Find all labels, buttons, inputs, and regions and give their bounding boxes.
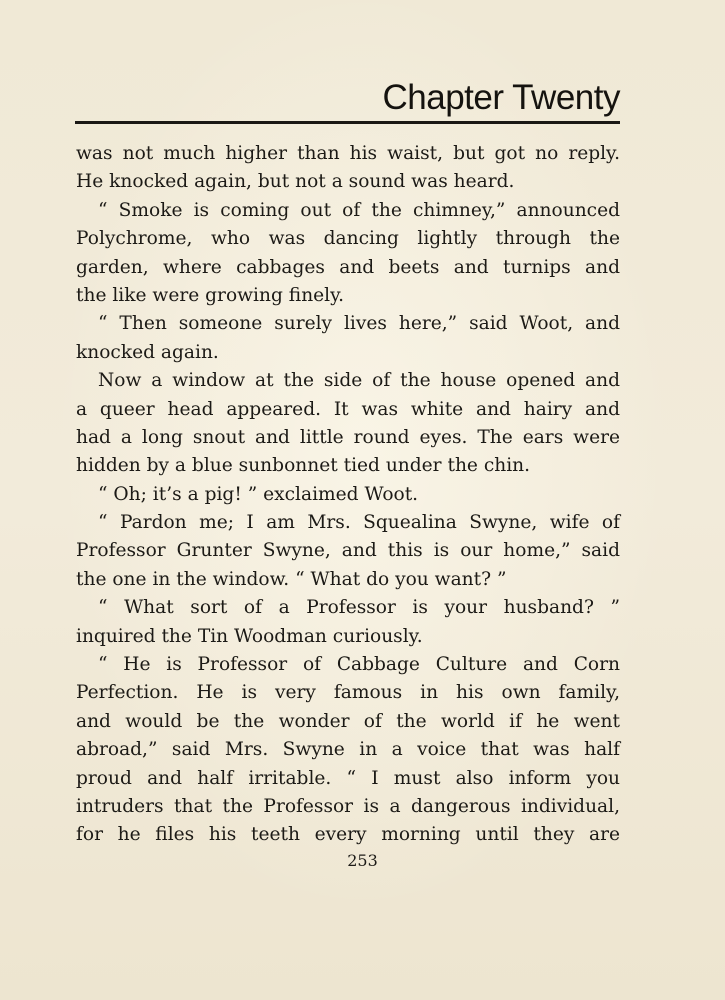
chapter-title: Chapter Twenty — [382, 78, 620, 117]
text-line: knocked again. — [76, 341, 219, 363]
text-line: a queer head appeared. It was white and hairy and — [76, 398, 620, 420]
text-line: “ He is Professor of Cabbage Culture and Corn — [98, 654, 620, 676]
text-line: Polychrome, who was dancing lightly through the — [76, 228, 620, 250]
text-line: the like were growing finely. — [76, 284, 345, 306]
header-rule — [75, 121, 620, 124]
text-line: had a long snout and little round eyes. The ears were — [76, 426, 620, 448]
text-line: inquired the Tin Woodman curiously. — [76, 625, 423, 647]
text-line: “ Smoke is coming out of the chimney,” announced — [98, 199, 620, 221]
text-line: hidden by a blue sunbonnet tied under the chin. — [76, 455, 531, 477]
text-line: proud and half irritable. “ I must also inform you — [76, 767, 620, 789]
text-line: abroad,” said Mrs. Swyne in a voice that was half — [76, 739, 620, 761]
text-line: Professor Grunter Swyne, and this is our home,” said — [76, 540, 620, 562]
text-line: “ Then someone surely lives here,” said Woot, and — [98, 313, 620, 335]
page-number: 253 — [347, 851, 378, 870]
text-line: “ What sort of a Professor is your husband? ” — [98, 597, 620, 619]
text-line: “ Pardon me; I am Mrs. Squealina Swyne, wife of — [98, 512, 620, 534]
body-text — [76, 140, 620, 850]
text-line: Perfection. He is very famous in his own family, — [76, 682, 620, 704]
text-line: He knocked again, but not a sound was heard. — [76, 171, 515, 193]
text-line: and would be the wonder of the world if he went — [76, 710, 620, 732]
text-line: for he files his teeth every morning until they are — [76, 824, 620, 846]
text-line: intruders that the Professor is a dangerous individual, — [76, 795, 620, 817]
text-line: garden, where cabbages and beets and turnips and — [76, 256, 620, 278]
text-line: the one in the window. “ What do you want? ” — [76, 568, 507, 590]
text-line: Now a window at the side of the house opened and — [98, 370, 620, 392]
text-line: was not much higher than his waist, but got no reply. — [76, 143, 620, 164]
text-line: “ Oh; it’s a pig! ” exclaimed Woot. — [98, 483, 419, 505]
